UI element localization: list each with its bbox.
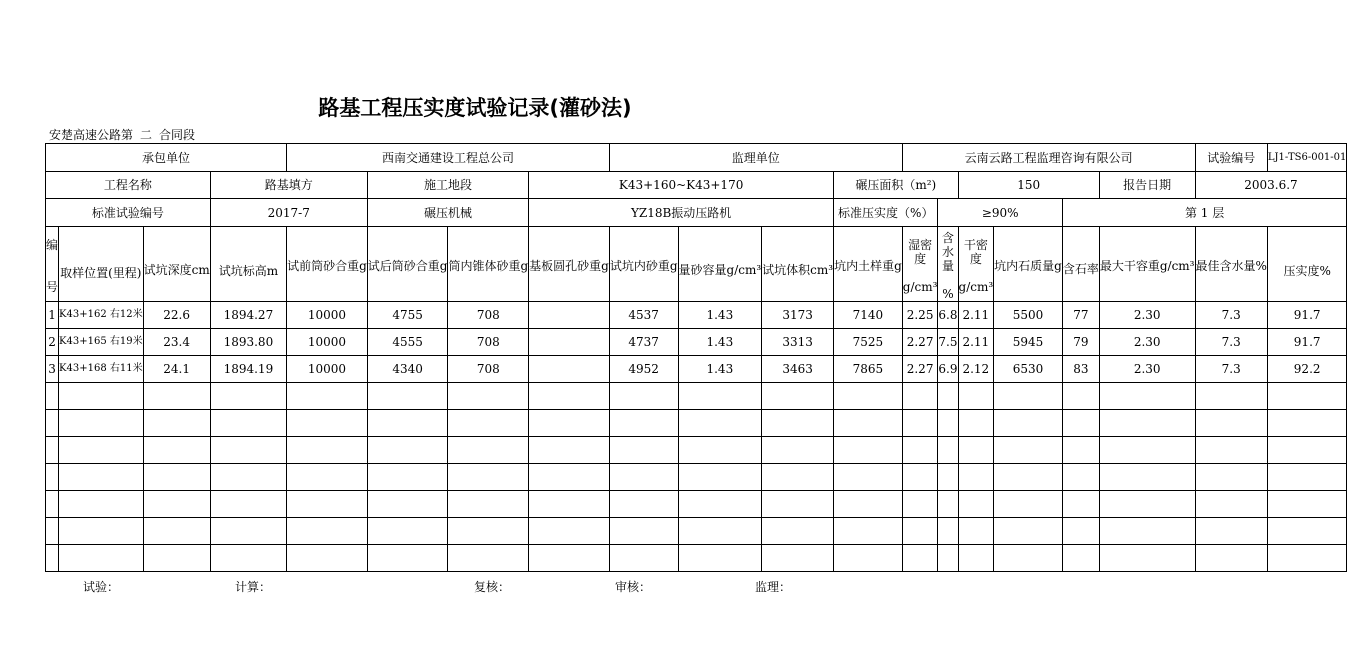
table-cell [834,464,903,491]
project-name-label: 工程名称 [46,172,211,199]
table-cell [367,491,448,518]
table-cell [210,437,286,464]
table-row [46,518,1347,545]
table-cell [938,410,958,437]
test-no-value: LJ1-TS6-001-01 [1267,144,1347,172]
table-cell: 7865 [834,356,903,383]
table-cell: 7.3 [1195,329,1267,356]
std-compaction-label: 标准压实度（%） [834,199,938,227]
report-date-label: 报告日期 [1099,172,1195,199]
table-cell: 1894.19 [210,356,286,383]
table-cell [902,545,938,572]
table-cell: 2.30 [1099,356,1195,383]
table-cell [367,545,448,572]
col-sand-before-header: 试前筒砂合重g [287,227,368,302]
table-cell [834,545,903,572]
table-row [46,545,1347,572]
table-cell: 1.43 [678,302,762,329]
table-cell [1267,491,1347,518]
table-cell [367,518,448,545]
col-depth-header: 试坑深度cm [143,227,210,302]
table-cell [1099,545,1195,572]
table-cell [609,518,678,545]
table-cell [762,545,834,572]
col-sand-after-header: 试后筒砂合重g [367,227,448,302]
subtitle-prefix: 安楚高速公路第 [49,128,134,142]
info-row-1 [46,144,1347,172]
project-name-value: 路基填方 [210,172,367,199]
table-cell: 91.7 [1267,329,1347,356]
table-cell [46,464,59,491]
table-cell [529,518,610,545]
report-date-value: 2003.6.7 [1195,172,1347,199]
table-cell [448,464,529,491]
table-cell [1195,437,1267,464]
table-row [46,383,1347,410]
table-cell: 5945 [994,329,1063,356]
table-cell [287,464,368,491]
table-cell: 92.2 [1267,356,1347,383]
table-cell [609,410,678,437]
table-cell [1099,464,1195,491]
table-row [46,356,1347,383]
table-cell: 2.30 [1099,329,1195,356]
table-cell: 4537 [609,302,678,329]
table-cell [529,464,610,491]
area-value: 150 [958,172,1099,199]
table-cell [448,545,529,572]
table-cell [210,518,286,545]
table-cell [1267,464,1347,491]
table-cell: 1894.27 [210,302,286,329]
table-cell [902,383,938,410]
table-cell: K43+168 右11米 [59,356,144,383]
footer-supervisor: 监理： [755,580,792,594]
table-cell [678,410,762,437]
table-cell [529,437,610,464]
table-cell: 708 [448,302,529,329]
table-cell [448,491,529,518]
table-cell [938,518,958,545]
table-cell [994,464,1063,491]
column-header-row [46,227,1347,302]
table-cell [902,410,938,437]
table-cell [529,302,610,329]
col-stone-mass-header: 坑内石质量g [994,227,1063,302]
table-cell [287,410,368,437]
table-cell: 2 [46,329,59,356]
table-cell [958,383,994,410]
table-cell [529,545,610,572]
table-cell: 22.6 [143,302,210,329]
page-title: 路基工程压实度试验记录(灌砂法) [318,96,632,120]
table-cell: 3 [46,356,59,383]
table-cell [1099,410,1195,437]
table-cell: K43+165 右19米 [59,329,144,356]
table-row [46,491,1347,518]
supervisor-value: 云南云路工程监理咨询有限公司 [902,144,1195,172]
table-cell [210,383,286,410]
table-cell: 83 [1062,356,1099,383]
table-cell: 1 [46,302,59,329]
info-row-2 [46,172,1347,199]
table-cell [958,464,994,491]
table-cell [448,518,529,545]
table-cell [609,545,678,572]
table-cell: 77 [1062,302,1099,329]
location-label: 施工地段 [367,172,528,199]
table-cell: 3313 [762,329,834,356]
table-cell [46,410,59,437]
col-plate-sand-header: 基板圆孔砂重g [529,227,610,302]
col-max-dry-density-header: 最大干容重g/cm³ [1099,227,1195,302]
table-cell [834,410,903,437]
table-cell [762,437,834,464]
table-cell [609,491,678,518]
table-cell [834,437,903,464]
table-cell [834,518,903,545]
table-row [46,437,1347,464]
table-cell [529,356,610,383]
table-cell [834,383,903,410]
table-cell: 4340 [367,356,448,383]
table-cell [1267,383,1347,410]
roller-label: 碾压机械 [367,199,528,227]
table-cell [994,545,1063,572]
table-cell: 10000 [287,329,368,356]
table-cell: 91.7 [1267,302,1347,329]
table-cell: 2.27 [902,329,938,356]
table-cell [902,491,938,518]
std-compaction-value: ≥90% [938,199,1062,227]
table-cell [938,545,958,572]
col-elevation-header: 试坑标高m [210,227,286,302]
table-cell [1195,491,1267,518]
table-cell [367,464,448,491]
table-cell [762,464,834,491]
table-cell: 7140 [834,302,903,329]
supervisor-label: 监理单位 [609,144,902,172]
table-cell [46,437,59,464]
table-cell [902,464,938,491]
table-cell: 79 [1062,329,1099,356]
table-cell [958,518,994,545]
table-cell: 10000 [287,356,368,383]
table-cell [59,383,144,410]
roller-value: YZ18B振动压路机 [529,199,834,227]
table-cell [902,518,938,545]
table-cell [46,518,59,545]
table-cell [1099,437,1195,464]
table-cell [143,491,210,518]
table-cell [529,383,610,410]
table-cell: 4555 [367,329,448,356]
table-cell: 1893.80 [210,329,286,356]
table-cell [287,545,368,572]
table-cell [367,383,448,410]
table-cell [210,410,286,437]
col-compaction-header: 压实度% [1267,227,1347,302]
table-cell [994,410,1063,437]
col-soil-weight-header: 坑内土样重g [834,227,903,302]
table-cell [1267,545,1347,572]
table-cell [143,464,210,491]
table-cell [210,491,286,518]
contractor-value: 西南交通建设工程总公司 [287,144,610,172]
col-cone-sand-header: 筒内锥体砂重g [448,227,529,302]
col-pit-sand-header: 试坑内砂重g [609,227,678,302]
table-cell [762,491,834,518]
table-cell: 7.3 [1195,302,1267,329]
test-no-label: 试验编号 [1195,144,1267,172]
table-cell [1195,464,1267,491]
standard-test-label: 标准试验编号 [46,199,211,227]
table-cell: 2.25 [902,302,938,329]
table-cell [762,518,834,545]
table-cell [1195,383,1267,410]
table-cell [210,464,286,491]
table-cell [1195,518,1267,545]
table-cell: 3463 [762,356,834,383]
table-cell [367,410,448,437]
table-cell [902,437,938,464]
table-cell: 4952 [609,356,678,383]
col-dry-density-header: 干密度 g/cm³ [958,227,994,302]
table-cell: 7.5 [938,329,958,356]
table-cell [1062,491,1099,518]
table-cell [958,437,994,464]
table-cell: 6.8 [938,302,958,329]
table-cell [1062,518,1099,545]
col-optimum-moisture-header: 最佳含水量% [1195,227,1267,302]
table-cell [678,491,762,518]
table-cell: 708 [448,329,529,356]
table-cell: 7.3 [1195,356,1267,383]
table-cell: 2.27 [902,356,938,383]
table-cell [143,383,210,410]
standard-test-value: 2017-7 [210,199,367,227]
table-cell [448,437,529,464]
table-cell: 708 [448,356,529,383]
table-cell [448,410,529,437]
footer-auditor: 审核： [615,580,652,594]
table-cell [938,491,958,518]
table-cell [762,410,834,437]
table-cell: 10000 [287,302,368,329]
subtitle-suffix: 合同段 [159,128,196,142]
table-cell [1062,410,1099,437]
col-index-header: 编 号 [46,227,59,302]
table-cell [287,491,368,518]
col-sand-density-header: 量砂容量g/cm³ [678,227,762,302]
table-cell [1267,437,1347,464]
table-cell [1099,383,1195,410]
table-cell: 23.4 [143,329,210,356]
table-cell [46,383,59,410]
table-cell [287,518,368,545]
table-cell [59,410,144,437]
table-cell [609,383,678,410]
table-cell [143,545,210,572]
col-moisture-header: 含水量 % [938,227,958,302]
table-cell: 6.9 [938,356,958,383]
table-cell [1195,410,1267,437]
table-row [46,410,1347,437]
table-cell: 5500 [994,302,1063,329]
table-cell [1267,410,1347,437]
table-cell [834,491,903,518]
table-cell: 1.43 [678,356,762,383]
table-cell: 2.30 [1099,302,1195,329]
table-cell [46,491,59,518]
table-cell: 24.1 [143,356,210,383]
table-cell [938,383,958,410]
footer-tester: 试验： [83,580,120,594]
col-wet-density-header: 湿密度 g/cm³ [902,227,938,302]
table-cell [994,383,1063,410]
table-cell [994,491,1063,518]
table-cell [1062,437,1099,464]
table-cell [762,383,834,410]
location-value: K43+160~K43+170 [529,172,834,199]
table-cell [287,437,368,464]
col-stone-ratio-header: 含石率 [1062,227,1099,302]
table-cell [210,545,286,572]
table-cell [59,437,144,464]
layer-value: 第 1 层 [1062,199,1347,227]
table-cell [529,491,610,518]
table-cell [678,518,762,545]
table-cell [678,545,762,572]
table-cell [529,329,610,356]
table-cell [1062,545,1099,572]
contract-section-line [49,126,195,144]
table-row [46,329,1347,356]
table-cell [958,410,994,437]
table-cell [1267,518,1347,545]
contractor-label: 承包单位 [46,144,287,172]
table-row [46,302,1347,329]
table-cell [143,518,210,545]
table-cell [1099,518,1195,545]
table-cell [958,545,994,572]
table-cell [529,410,610,437]
table-cell [678,437,762,464]
area-label: 碾压面积（m²) [834,172,958,199]
table-cell: 6530 [994,356,1063,383]
table-row [46,464,1347,491]
table-cell [59,518,144,545]
table-cell [609,464,678,491]
table-cell [59,545,144,572]
table-cell: 2.11 [958,329,994,356]
table-cell [1062,383,1099,410]
table-cell [1099,491,1195,518]
table-cell [1195,545,1267,572]
table-cell: 7525 [834,329,903,356]
table-cell [287,383,368,410]
table-cell: 2.11 [958,302,994,329]
table-cell [1062,464,1099,491]
table-cell [994,437,1063,464]
record-table [45,143,1347,572]
table-cell [609,437,678,464]
table-cell [143,437,210,464]
table-cell [958,491,994,518]
info-row-3 [46,199,1347,227]
table-cell [678,464,762,491]
table-cell: K43+162 右12米 [59,302,144,329]
data-body [46,302,1347,572]
col-pit-volume-header: 试坑体积cm³ [762,227,834,302]
table-cell: 2.12 [958,356,994,383]
table-cell [448,383,529,410]
table-cell [938,437,958,464]
col-location-header: 取样位置(里程) [59,227,144,302]
table-cell [367,437,448,464]
table-cell: 1.43 [678,329,762,356]
table-cell [938,464,958,491]
table-cell [46,545,59,572]
footer-reviewer: 复核： [474,580,511,594]
table-cell [994,518,1063,545]
table-cell: 4755 [367,302,448,329]
table-cell [678,383,762,410]
footer-calculator: 计算： [235,580,272,594]
table-cell: 4737 [609,329,678,356]
table-cell [143,410,210,437]
section-number: 二 [133,126,159,144]
table-cell [59,491,144,518]
table-cell [59,464,144,491]
table-cell: 3173 [762,302,834,329]
